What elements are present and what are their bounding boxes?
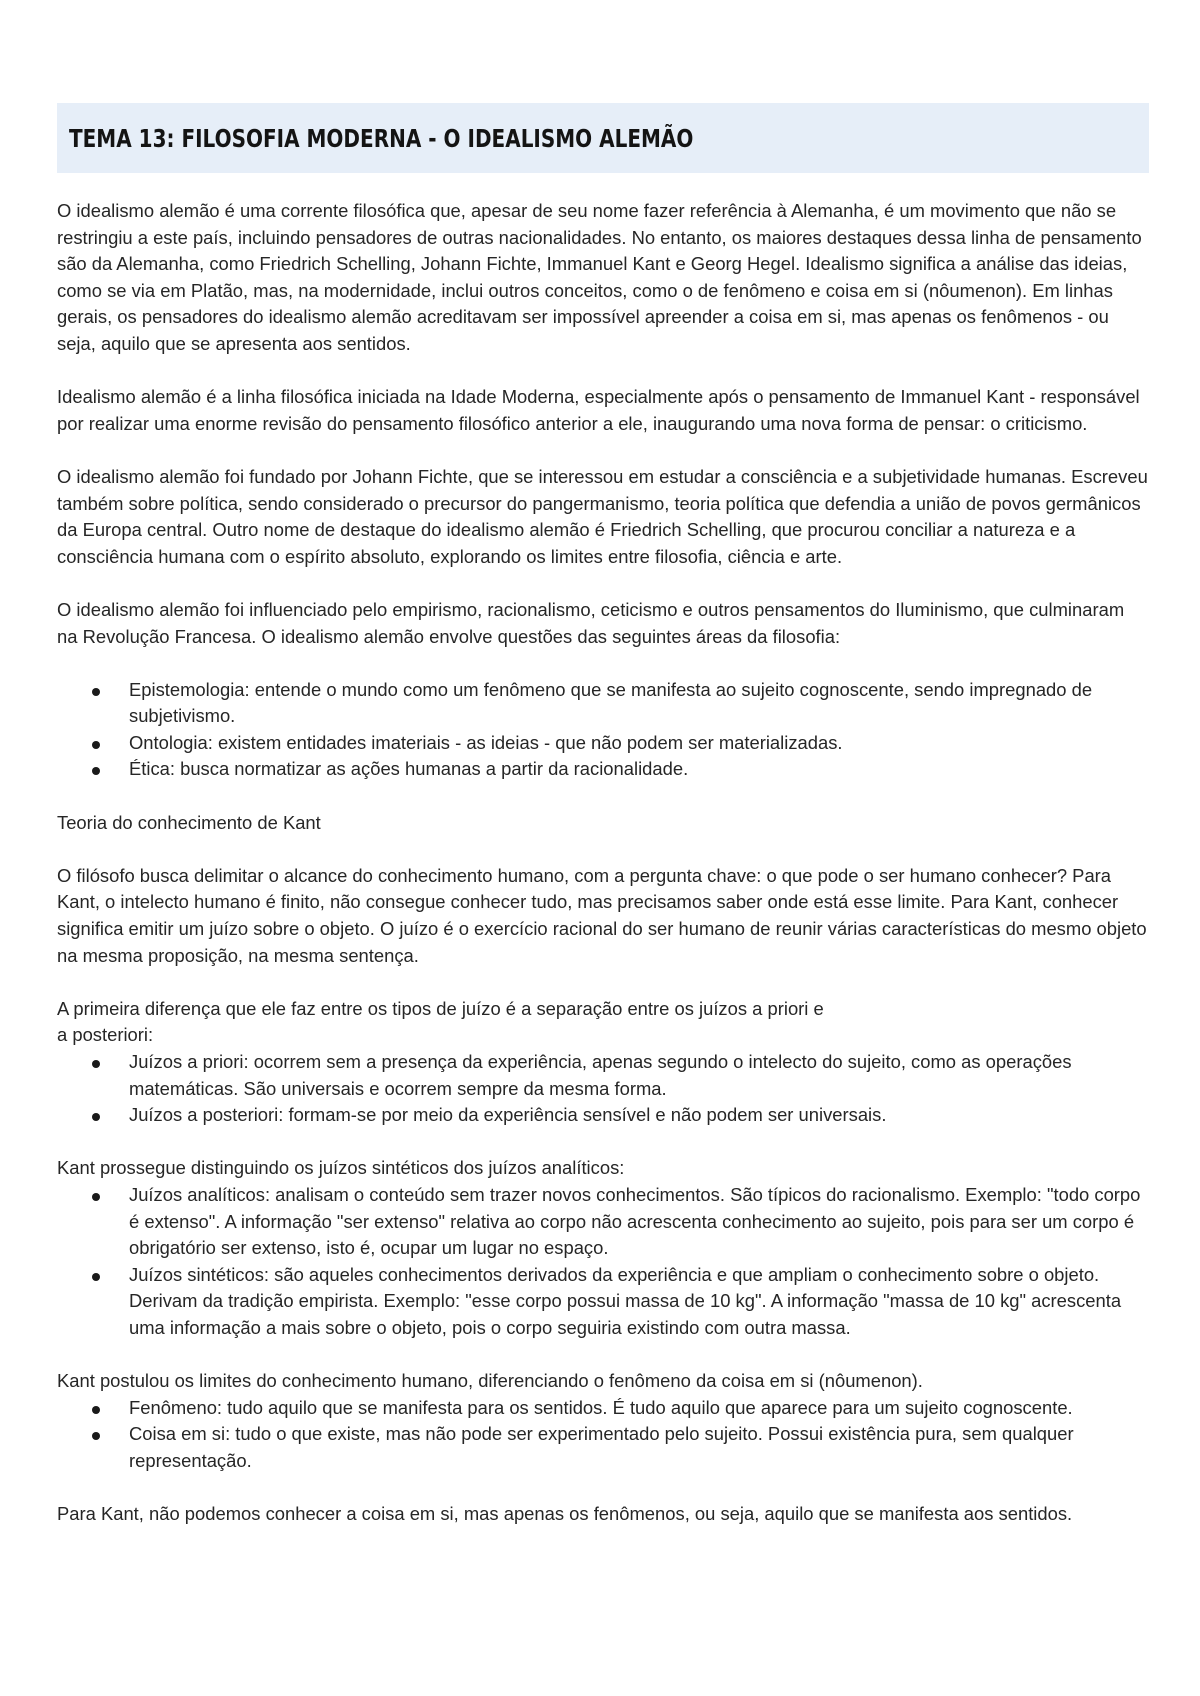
- priori-intro: A primeira diferença que ele faz entre os tipos de juízo é a separação entre os juízos a priori e a posteriori:: [57, 997, 824, 1046]
- bullet-icon: [92, 1060, 100, 1068]
- list-item: Ontologia: existem entidades imateriais - as ideias - que não podem ser materializadas.: [129, 730, 1149, 757]
- document-page: [57, 103, 1149, 1554]
- areas-list: [57, 677, 1149, 783]
- limits-intro: Kant postulou os limites do conhecimento humano, diferenciando o fenômeno da coisa em si (nôumenon).: [57, 1370, 923, 1392]
- bullet-icon: [92, 1432, 100, 1440]
- intro-paragraph-2: Idealismo alemão é a linha filosófica iniciada na Idade Moderna, especialmente após o pensamento de Immanuel Kant - responsável por realizar uma enorme revisão do pensamento filosófico anterior a ele, inaugurando uma nova forma de pensar: o criticismo.: [57, 386, 1140, 434]
- list-item: Juízos sintéticos: são aqueles conhecimentos derivados da experiência e que ampliam o conhecimento sobre o objeto. Derivam da tradição empirista. Exemplo: "esse corpo possui massa de 10 kg". A informação "massa de 10 kg" acrescenta uma informação a mais sobre o objeto, pois o corpo seguiria existindo com outra massa.: [129, 1262, 1149, 1342]
- priori-list: [57, 1049, 1149, 1129]
- list-item: Ética: busca normatizar as ações humanas a partir da racionalidade.: [129, 756, 1149, 783]
- list-item: Fenômeno: tudo aquilo que se manifesta para os sentidos. É tudo aquilo que aparece para um sujeito cognoscente.: [129, 1395, 1149, 1422]
- synthetic-intro: Kant prossegue distinguindo os juízos sintéticos dos juízos analíticos:: [57, 1157, 625, 1179]
- synthetic-list: [57, 1182, 1149, 1342]
- document-body: [57, 198, 1149, 1528]
- list-item: Coisa em si: tudo o que existe, mas não pode ser experimentado pelo sujeito. Possui existência pura, sem qualquer representação.: [129, 1421, 1149, 1474]
- conclusion-paragraph: Para Kant, não podemos conhecer a coisa em si, mas apenas os fenômenos, ou seja, aquilo que se manifesta aos sentidos.: [57, 1503, 1073, 1525]
- section-heading-kant: Teoria do conhecimento de Kant: [57, 811, 321, 833]
- bullet-icon: [92, 1113, 100, 1121]
- bullet-icon: [92, 1406, 100, 1414]
- page-title: TEMA 13: FILOSOFIA MODERNA - O IDEALISMO ALEMÃO: [69, 123, 694, 153]
- list-item: Juízos a posteriori: formam-se por meio da experiência sensível e não podem ser universais.: [129, 1102, 1149, 1129]
- bullet-icon: [92, 688, 100, 696]
- list-item: Juízos analíticos: analisam o conteúdo sem trazer novos conhecimentos. São típicos do racionalismo. Exemplo: "todo corpo é extenso". A informação "ser extenso" relativa ao corpo não acrescenta conhecimento ao sujeito, pois para ser um corpo é obrigatório ser extenso, isto é, ocupar um lugar no espaço.: [129, 1182, 1149, 1262]
- bullet-icon: [92, 1193, 100, 1201]
- kant-intro-paragraph: O filósofo busca delimitar o alcance do conhecimento humano, com a pergunta chave: o que pode o ser humano conhecer? Para Kant, o intelecto humano é finito, não consegue conhecer tudo, mas precisamos saber onde está esse limite. Para Kant, conhecer significa emitir um juízo sobre o objeto. O juízo é o exercício racional do ser humano de reunir várias características do mesmo objeto na mesma proposição, na mesma sentença.: [57, 864, 1147, 966]
- bullet-icon: [92, 1273, 100, 1281]
- list-item: Juízos a priori: ocorrem sem a presença da experiência, apenas segundo o intelecto do sujeito, como as operações matemáticas. São universais e ocorrem sempre da mesma forma.: [129, 1049, 1149, 1102]
- title-banner: [57, 103, 1149, 173]
- intro-paragraph-3: O idealismo alemão foi fundado por Johann Fichte, que se interessou em estudar a consciência e a subjetividade humanas. Escreveu também sobre política, sendo considerado o precursor do pangermanismo, teoria política que defendia a união de povos germânicos da Europa central. Outro nome de destaque do idealismo alemão é Friedrich Schelling, que procurou conciliar a natureza e a consciência humana com o espírito absoluto, explorando os limites entre filosofia, ciência e arte.: [57, 465, 1148, 567]
- bullet-icon: [92, 767, 100, 775]
- list-item: Epistemologia: entende o mundo como um fenômeno que se manifesta ao sujeito cognoscente, sendo impregnado de subjetivismo.: [129, 677, 1149, 730]
- limits-list: [57, 1395, 1149, 1475]
- intro-paragraph-1: O idealismo alemão é uma corrente filosófica que, apesar de seu nome fazer referência à Alemanha, é um movimento que não se restringiu a este país, incluindo pensadores de outras nacionalidades. No entanto, os maiores destaques dessa linha de pensamento são da Alemanha, como Friedrich Schelling, Johann Fichte, Immanuel Kant e Georg Hegel. Idealismo significa a análise das ideias, como se via em Platão, mas, na modernidade, inclui outros conceitos, como o de fenômeno e coisa em si (nôumenon). Em linhas gerais, os pensadores do idealismo alemão acreditavam ser impossível apreender a coisa em si, mas apenas os fenômenos - ou seja, aquilo que se apresenta aos sentidos.: [57, 200, 1142, 354]
- intro-paragraph-4: O idealismo alemão foi influenciado pelo empirismo, racionalismo, ceticismo e outros pensamentos do Iluminismo, que culminaram na Revolução Francesa. O idealismo alemão envolve questões das seguintes áreas da filosofia:: [57, 598, 1125, 647]
- bullet-icon: [92, 741, 100, 749]
